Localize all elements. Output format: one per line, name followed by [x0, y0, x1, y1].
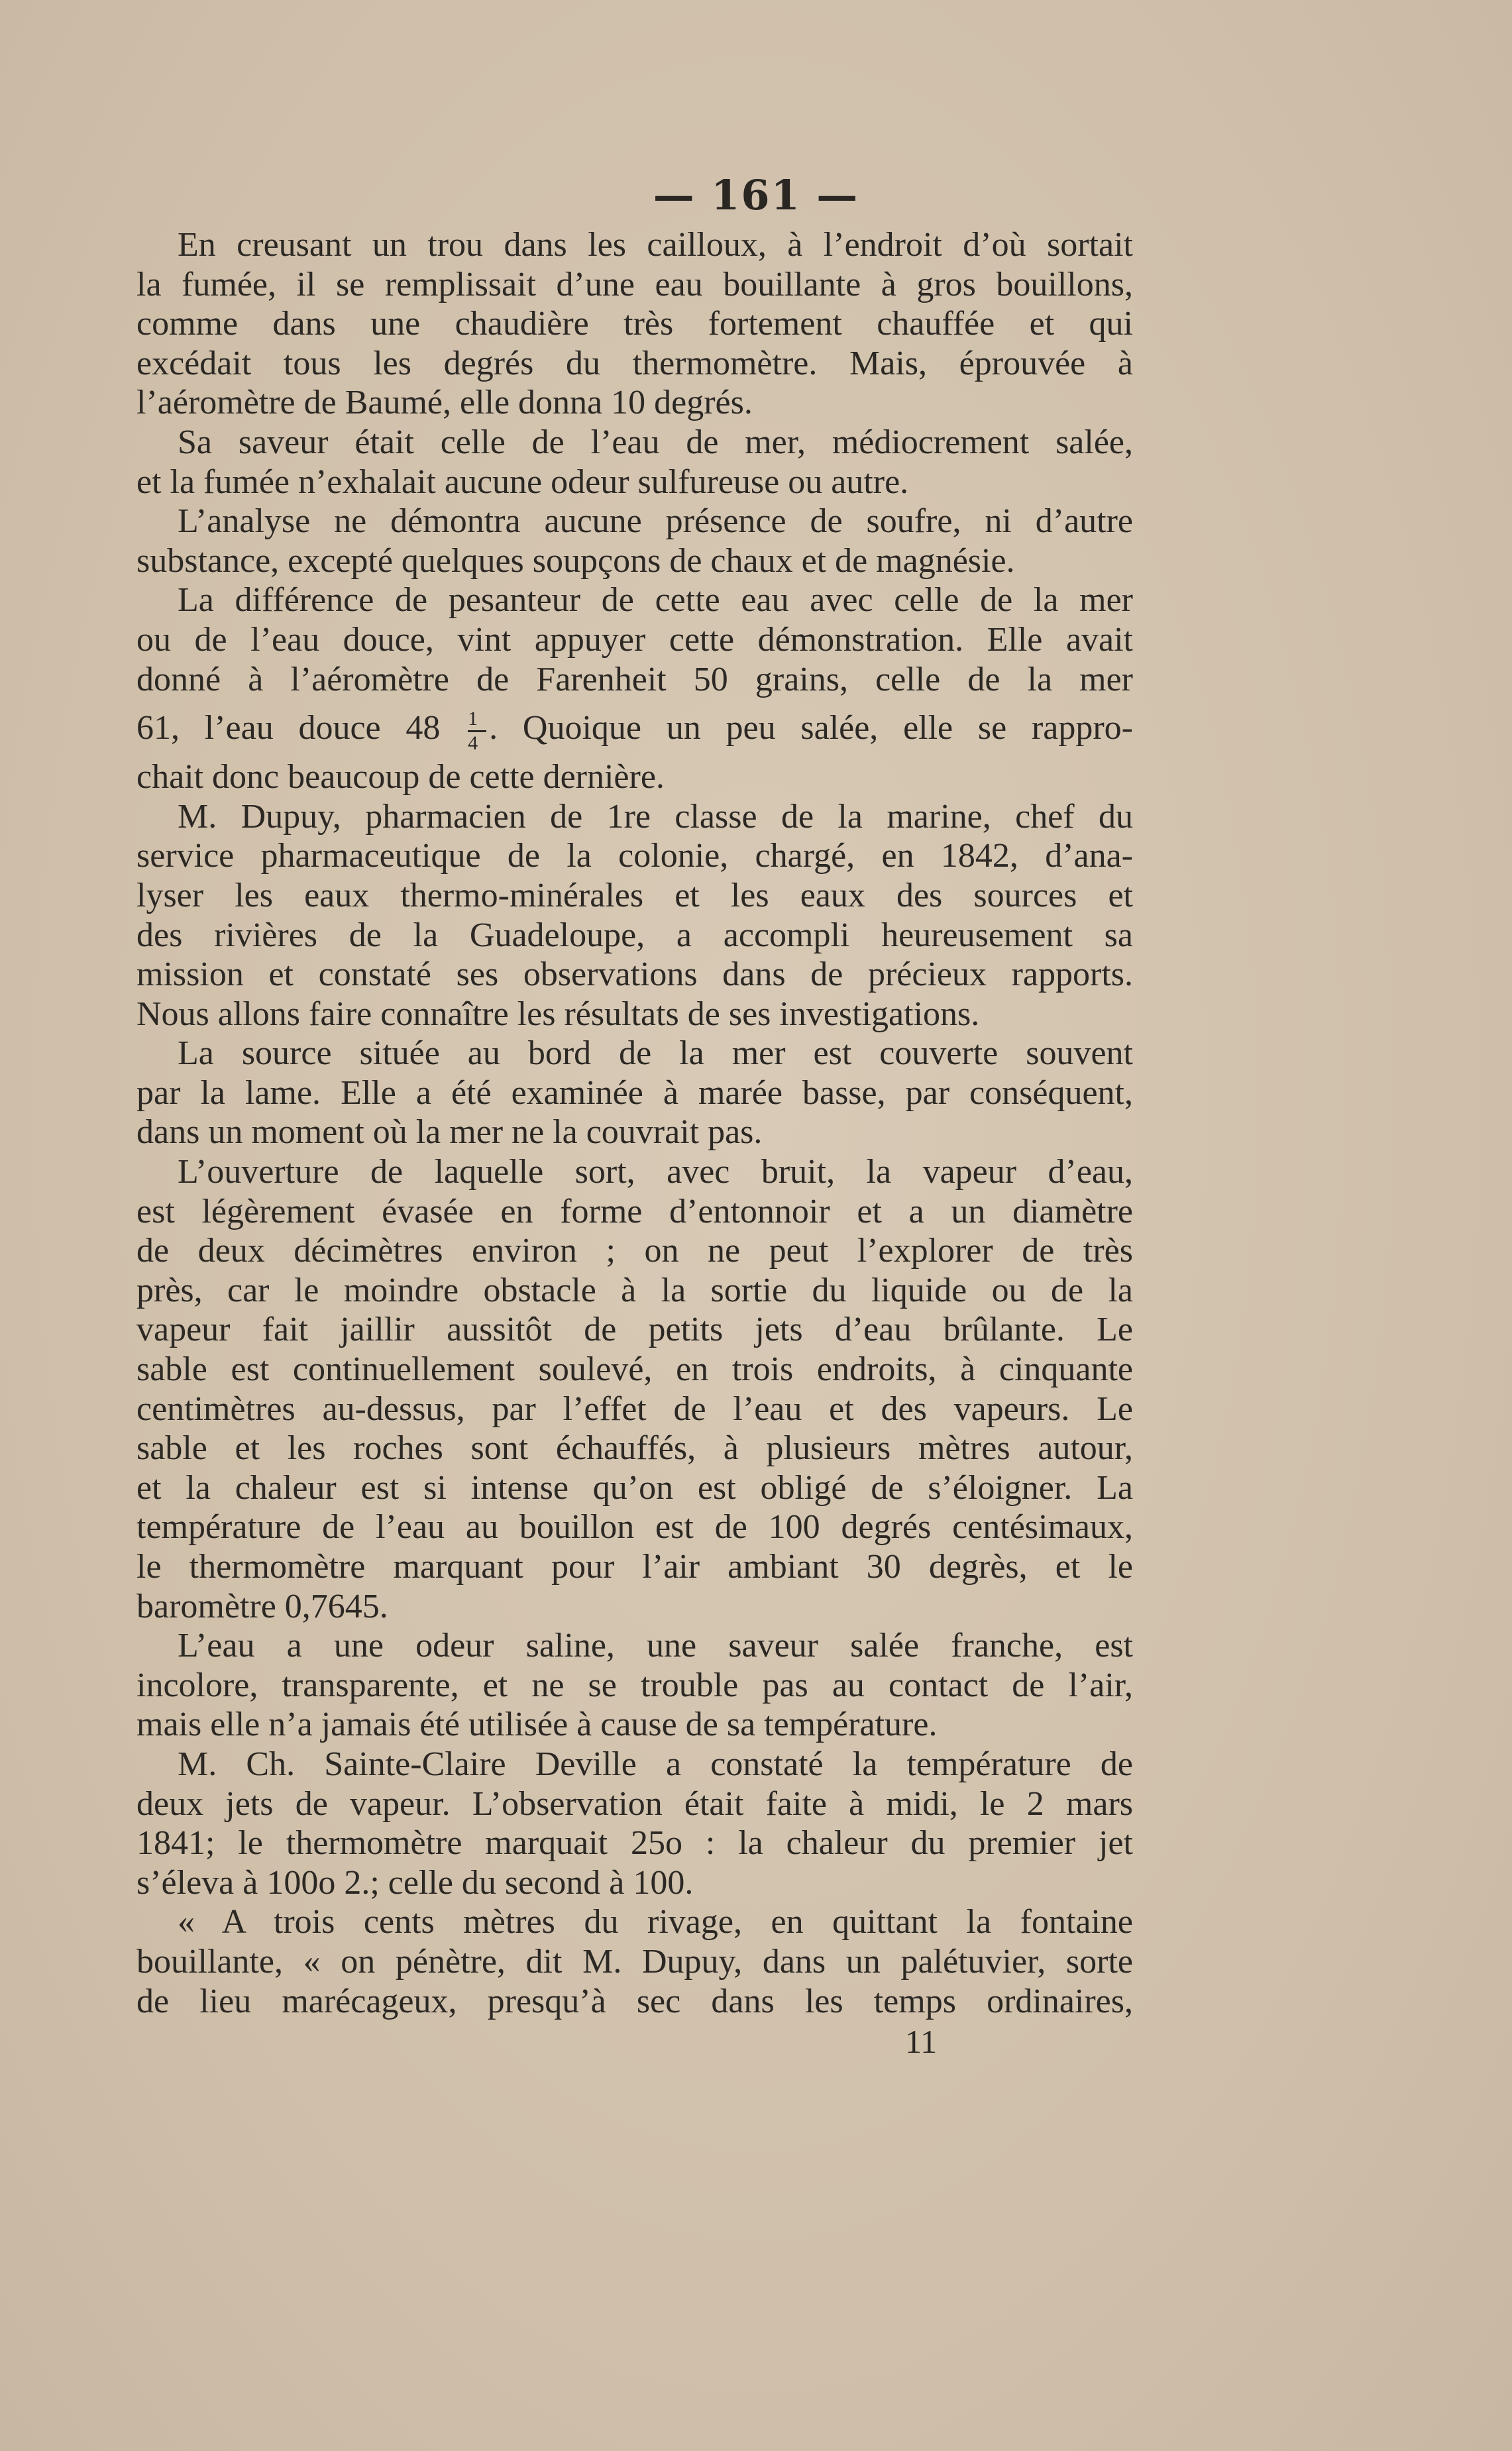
text-line: « A trois cents mètres du rivage, en quittant la fontaine	[178, 1903, 1133, 1941]
text-line: ou de l’eau douce, vint appuyer cette démonstration. Elle avait	[136, 620, 1133, 659]
text-line: par la lame. Elle a été examinée à marée basse, par conséquent,	[136, 1073, 1133, 1112]
text-line: et la fumée n’exhalait aucune odeur sulfureuse ou autre.	[136, 463, 909, 501]
text-line: L’ouverture de laquelle sort, avec bruit, la vapeur d’eau,	[178, 1153, 1133, 1191]
text-line: lyser les eaux thermo-minérales et les eaux des sources et	[136, 876, 1133, 914]
text-line: M. Ch. Sainte-Claire Deville a constaté la température de	[178, 1745, 1133, 1783]
text-line: excédait tous les degrés du thermomètre. Mais, éprouvée à	[136, 344, 1133, 382]
text-line: 1841; le thermomètre marquait 25o : la chaleur du premier jet	[136, 1824, 1133, 1863]
text-line: deux jets de vapeur. L’observation était faite à midi, le 2 mars	[136, 1784, 1133, 1823]
text-line: Sa saveur était celle de l’eau de mer, médiocrement salée,	[178, 423, 1133, 461]
text-line: donné à l’aéromètre de Farenheit 50 grains, celle de la mer	[136, 660, 1133, 698]
text-line: La source située au bord de la mer est couverte souvent	[178, 1034, 1133, 1073]
text-line: est légèrement évasée en forme d’entonnoir et a un diamètre	[136, 1192, 1133, 1230]
text-line: Nous allons faire connaître les résultats de ses investigations.	[136, 995, 980, 1033]
text-line: sable est continuellement soulevé, en trois endroits, à cinquante	[136, 1350, 1133, 1389]
text-line: baromètre 0,7645.	[136, 1587, 388, 1625]
text-line: La différence de pesanteur de cette eau avec celle de la mer	[178, 581, 1133, 620]
text-line: chait donc beaucoup de cette dernière.	[136, 758, 665, 796]
text-line: centimètres au-dessus, par l’effet de l’eau et des vapeurs. Le	[136, 1389, 1133, 1428]
text-line: dans un moment où la mer ne la couvrait pas.	[136, 1113, 763, 1152]
text-line: comme dans une chaudière très fortement chauffée et qui	[136, 305, 1133, 343]
text-line: En creusant un trou dans les cailloux, à l’endroit d’où sortait	[178, 226, 1133, 264]
text-line: s’éleva à 100o 2.; celle du second à 100.	[136, 1863, 694, 1902]
text-line: la fumée, il se remplissait d’une eau bouillante à gros bouillons,	[136, 265, 1133, 303]
fraction-numerator: 1	[468, 707, 478, 730]
text-line: température de l’eau au bouillon est de 100 degrés centésimaux,	[136, 1508, 1133, 1547]
fraction-line-after: . Quoique un peu salée, elle se rappro-	[489, 709, 1133, 747]
text-line: près, car le moindre obstacle à la sortie du liquide ou de la	[136, 1271, 1133, 1309]
text-line: bouillante, « on pénètre, dit M. Dupuy, dans un palétuvier, sorte	[136, 1942, 1133, 1981]
text-line: substance, excepté quelques soupçons de chaux et de magnésie.	[136, 541, 1015, 580]
text-line: des rivières de la Guadeloupe, a accompli heureusement sa	[136, 916, 1133, 954]
text-line: L’eau a une odeur saline, une saveur salée franche, est	[178, 1627, 1133, 1665]
text-line: vapeur fait jaillir aussitôt de petits jets d’eau brûlante. Le	[136, 1311, 1133, 1349]
signature-mark: 11	[905, 2023, 938, 2060]
text-line: le thermomètre marquant pour l’air ambiant 30 degrès, et le	[136, 1548, 1133, 1586]
text-line: L’analyse ne démontra aucune présence de soufre, ni d’autre	[178, 502, 1133, 541]
text-line: sable et les roches sont échauffés, à plusieurs mètres autour,	[136, 1429, 1133, 1468]
text-line: l’aéromètre de Baumé, elle donna 10 degrés.	[136, 384, 753, 422]
text-line: incolore, transparente, et ne se trouble pas au contact de l’air,	[136, 1666, 1133, 1704]
text-line: et la chaleur est si intense qu’on est obligé de s’éloigner. La	[136, 1468, 1133, 1507]
text-line-with-fraction	[136, 699, 1133, 757]
body-text	[136, 225, 1133, 2021]
fraction-line-before: 61, l’eau douce 48	[136, 709, 466, 747]
text-line: de deux décimètres environ ; on ne peut l’explorer de très	[136, 1232, 1133, 1270]
text-line: de lieu marécageux, presqu’à sec dans les temps ordinaires,	[136, 1982, 1133, 2020]
text-line: mission et constaté ses observations dans de précieux rapports.	[136, 955, 1133, 994]
text-line: M. Dupuy, pharmacien de 1re classe de la marine, chef du	[178, 797, 1133, 836]
fraction-denominator: 4	[468, 732, 478, 754]
fraction	[468, 709, 486, 753]
text-line: service pharmaceutique de la colonie, chargé, en 1842, d’ana-	[136, 837, 1133, 875]
page-number: — 161 —	[653, 171, 859, 219]
text-line: mais elle n’a jamais été utilisée à cause de sa température.	[136, 1706, 938, 1744]
